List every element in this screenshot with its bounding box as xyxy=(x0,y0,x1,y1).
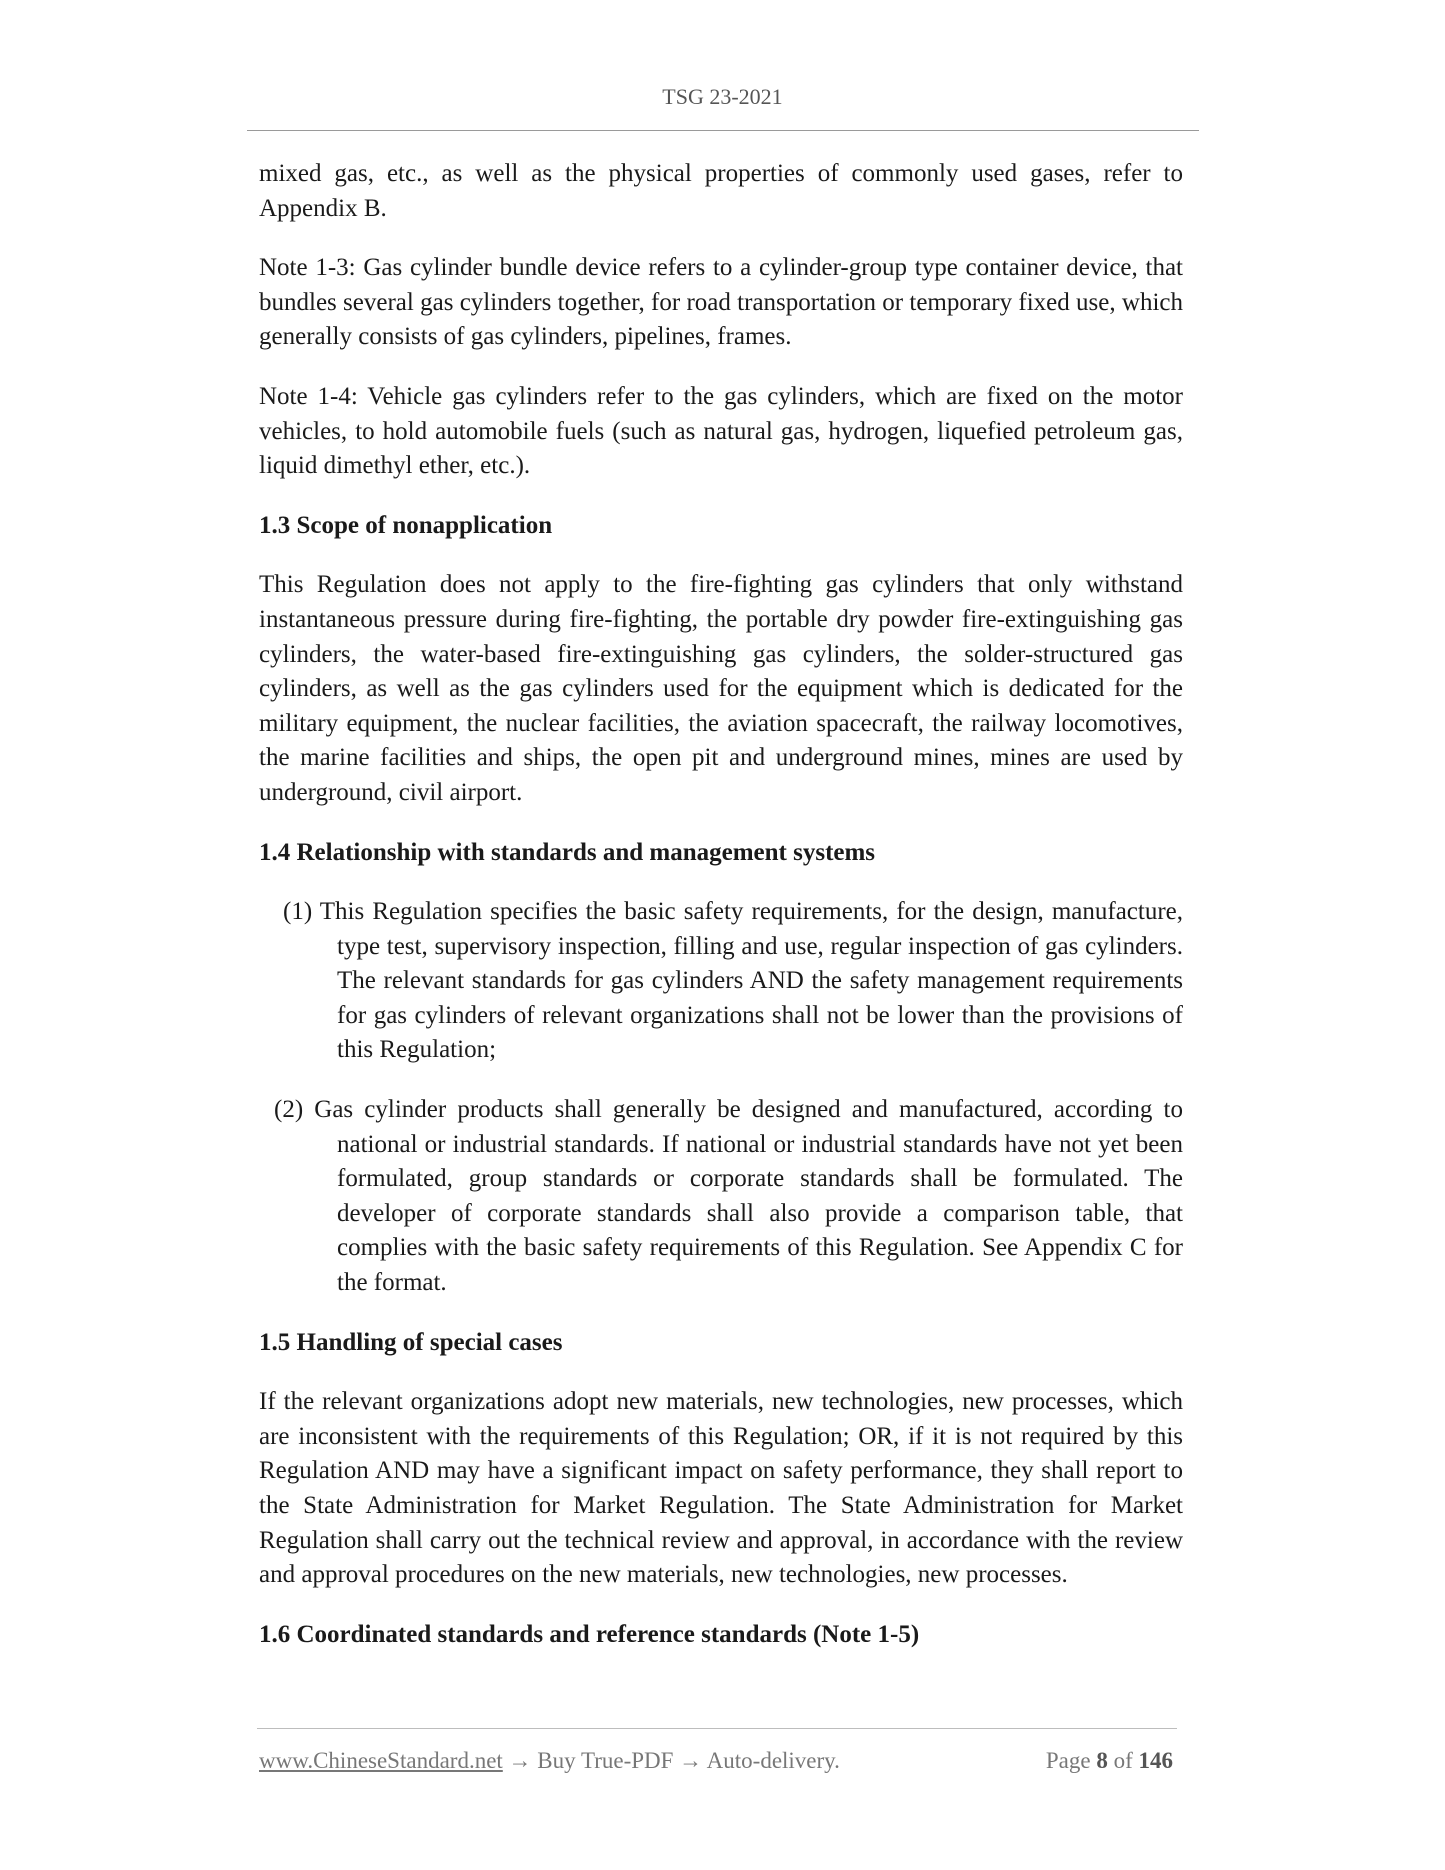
page-label: Page xyxy=(1045,1748,1091,1773)
note-1-3: Note 1-3: Gas cylinder bundle device refers to a cylinder-group type container device, that bundles several gas cylinders together, for road transportation or temporary fixed use, which generally consists of gas cylinders, pipelines, frames. xyxy=(259,254,1183,351)
list-item-2: (2) Gas cylinder products shall generally be designed and manufactured, according to national or industrial standards. If national or industrial standards have not yet been formulated, group standards or corporate standards shall be formulated. The developer of corporate standards shall also provide a comparison table, that complies with the basic safety requirements of this Regulation. See Appendix C for the format. xyxy=(274,1096,1183,1297)
document-code-header: TSG 23-2021 xyxy=(662,84,783,109)
website-link[interactable]: www.ChineseStandard.net xyxy=(259,1748,503,1773)
section-1-5-text: If the relevant organizations adopt new materials, new technologies, new processes, which are inconsistent with the requirements of this Regulation; OR, if it is not required by this Regulation AND may have a significant impact on safety performance, they shall report to the State Administration for Market Regulation. The State Administration for Market Regulation shall carry out the technical review and approval, in accordance with the review and approval procedures on the new materials, new technologies, new processes. xyxy=(259,1388,1183,1589)
continued-paragraph: mixed gas, etc., as well as the physical properties of commonly used gases, refer to Appendix B. xyxy=(259,160,1183,222)
note-1-4: Note 1-4: Vehicle gas cylinders refer to the gas cylinders, which are fixed on the motor vehicles, to hold automobile fuels (such as natural gas, hydrogen, liquefied petroleum gas, liquid dimethyl ether, etc.). xyxy=(259,382,1183,480)
page-number: 8 xyxy=(1096,1748,1108,1773)
section-heading-1-6: 1.6 Coordinated standards and reference standards (Note 1-5) xyxy=(259,1620,920,1648)
section-heading-1-5: 1.5 Handling of special cases xyxy=(259,1328,563,1356)
of-label: of xyxy=(1113,1748,1133,1773)
section-1-3-text: This Regulation does not apply to the fire-fighting gas cylinders that only withstand instantaneous pressure during fire-fighting, the portable dry powder fire-extinguishing gas cylinders, the water-based fire-extinguishing gas cylinders, the solder-structured gas cylinders, as well as the gas cylinders used for the equipment which is dedicated for the military equipment, the nuclear facilities, the aviation spacecraft, the railway locomotives, the marine facilities and ships, the open pit and underground mines, mines are used by underground, civil airport. xyxy=(259,571,1183,806)
header-divider xyxy=(247,130,1199,131)
page-total: 146 xyxy=(1138,1748,1173,1773)
page-footer xyxy=(259,1748,1179,1774)
document-body xyxy=(259,157,1183,1677)
footer-divider xyxy=(257,1728,1177,1729)
section-heading-1-3: 1.3 Scope of nonapplication xyxy=(259,511,553,539)
page-indicator xyxy=(1046,1748,1173,1774)
footer-tagline: → Buy True-PDF → Auto-delivery. xyxy=(502,1748,840,1773)
section-heading-1-4: 1.4 Relationship with standards and management systems xyxy=(259,838,876,866)
list-item-1: (1) This Regulation specifies the basic safety requirements, for the design, manufacture, type test, supervisory inspection, filling and use, regular inspection of gas cylinders. The relevant standards for gas cylinders AND the safety management requirements for gas cylinders of relevant organizations shall not be lower than the provisions of this Regulation; xyxy=(283,898,1183,1064)
